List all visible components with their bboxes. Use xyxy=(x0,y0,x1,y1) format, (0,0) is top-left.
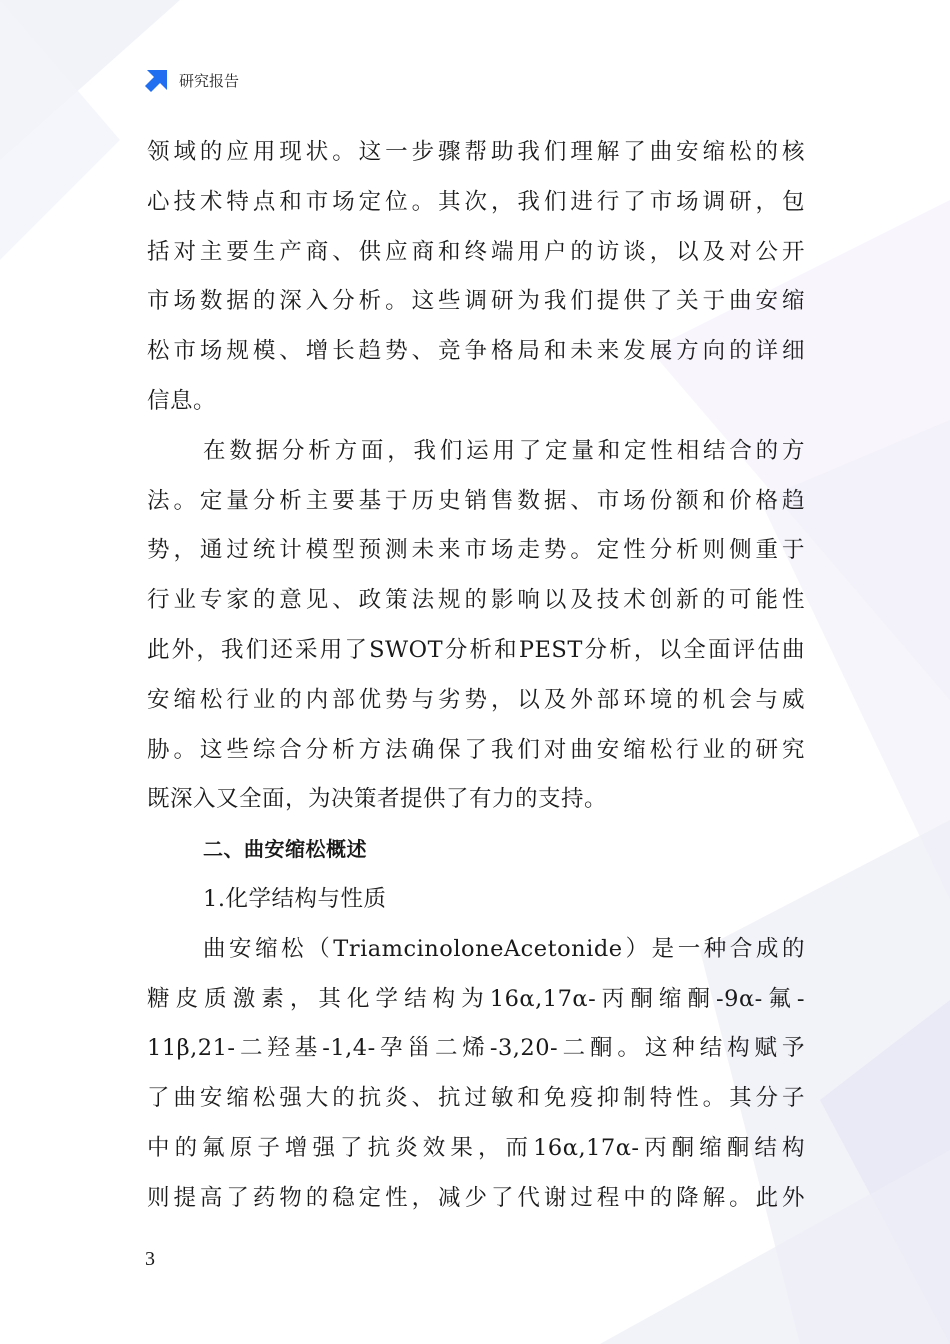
section-heading: 二、曲安缩松概述 xyxy=(203,837,367,862)
text-line: 安缩松行业的内部优势与劣势，以及外部环境的机会与威 xyxy=(147,686,805,713)
subsection-heading: 1.化学结构与性质 xyxy=(203,885,387,912)
text-line: 法。定量分析主要基于历史销售数据、市场份额和价格趋 xyxy=(147,487,805,514)
text-line: 了曲安缩松强大的抗炎、抗过敏和免疫抑制特性。其分子 xyxy=(147,1085,805,1112)
text-line: 心技术特点和市场定位。其次，我们进行了市场调研，包 xyxy=(147,188,805,215)
text-line: 信息。 xyxy=(147,387,217,414)
arrow-logo-icon xyxy=(143,66,171,94)
text-line: 既深入又全面，为决策者提供了有力的支持。 xyxy=(147,786,608,813)
text-line: 糖皮质激素，其化学结构为16α,17α-丙酮缩酮-9α-氟- xyxy=(147,985,805,1012)
text-line: 此外，我们还采用了SWOT分析和PEST分析，以全面评估曲 xyxy=(147,636,805,663)
text-line: 市场数据的深入分析。这些调研为我们提供了关于曲安缩 xyxy=(147,288,805,315)
text-line: 行业专家的意见、政策法规的影响以及技术创新的可能性 xyxy=(147,587,805,614)
page-number: 3 xyxy=(145,1248,155,1270)
document-body xyxy=(147,128,805,1224)
text-line: 则提高了药物的稳定性，减少了代谢过程中的降解。此外 xyxy=(147,1184,805,1211)
text-line: 领域的应用现状。这一步骤帮助我们理解了曲安缩松的核 xyxy=(147,139,805,165)
text-line: 曲安缩松（TriamcinoloneAcetonide）是一种合成的 xyxy=(203,935,805,962)
text-line: 胁。这些综合分析方法确保了我们对曲安缩松行业的研究 xyxy=(147,736,805,763)
text-line: 势，通过统计模型预测未来市场走势。定性分析则侧重于 xyxy=(147,537,805,564)
text-line: 11β,21-二羟基-1,4-孕甾二烯-3,20-二酮。这种结构赋予 xyxy=(147,1035,805,1062)
text-line: 在数据分析方面，我们运用了定量和定性相结合的方 xyxy=(203,437,805,464)
header-title: 研究报告 xyxy=(179,71,240,90)
text-line: 括对主要生产商、供应商和终端用户的访谈，以及对公开 xyxy=(147,238,805,265)
text-line: 中的氟原子增强了抗炎效果，而16α,17α-丙酮缩酮结构 xyxy=(147,1134,805,1161)
report-header xyxy=(143,66,239,94)
text-line: 松市场规模、增长趋势、竞争格局和未来发展方向的详细 xyxy=(147,338,805,365)
